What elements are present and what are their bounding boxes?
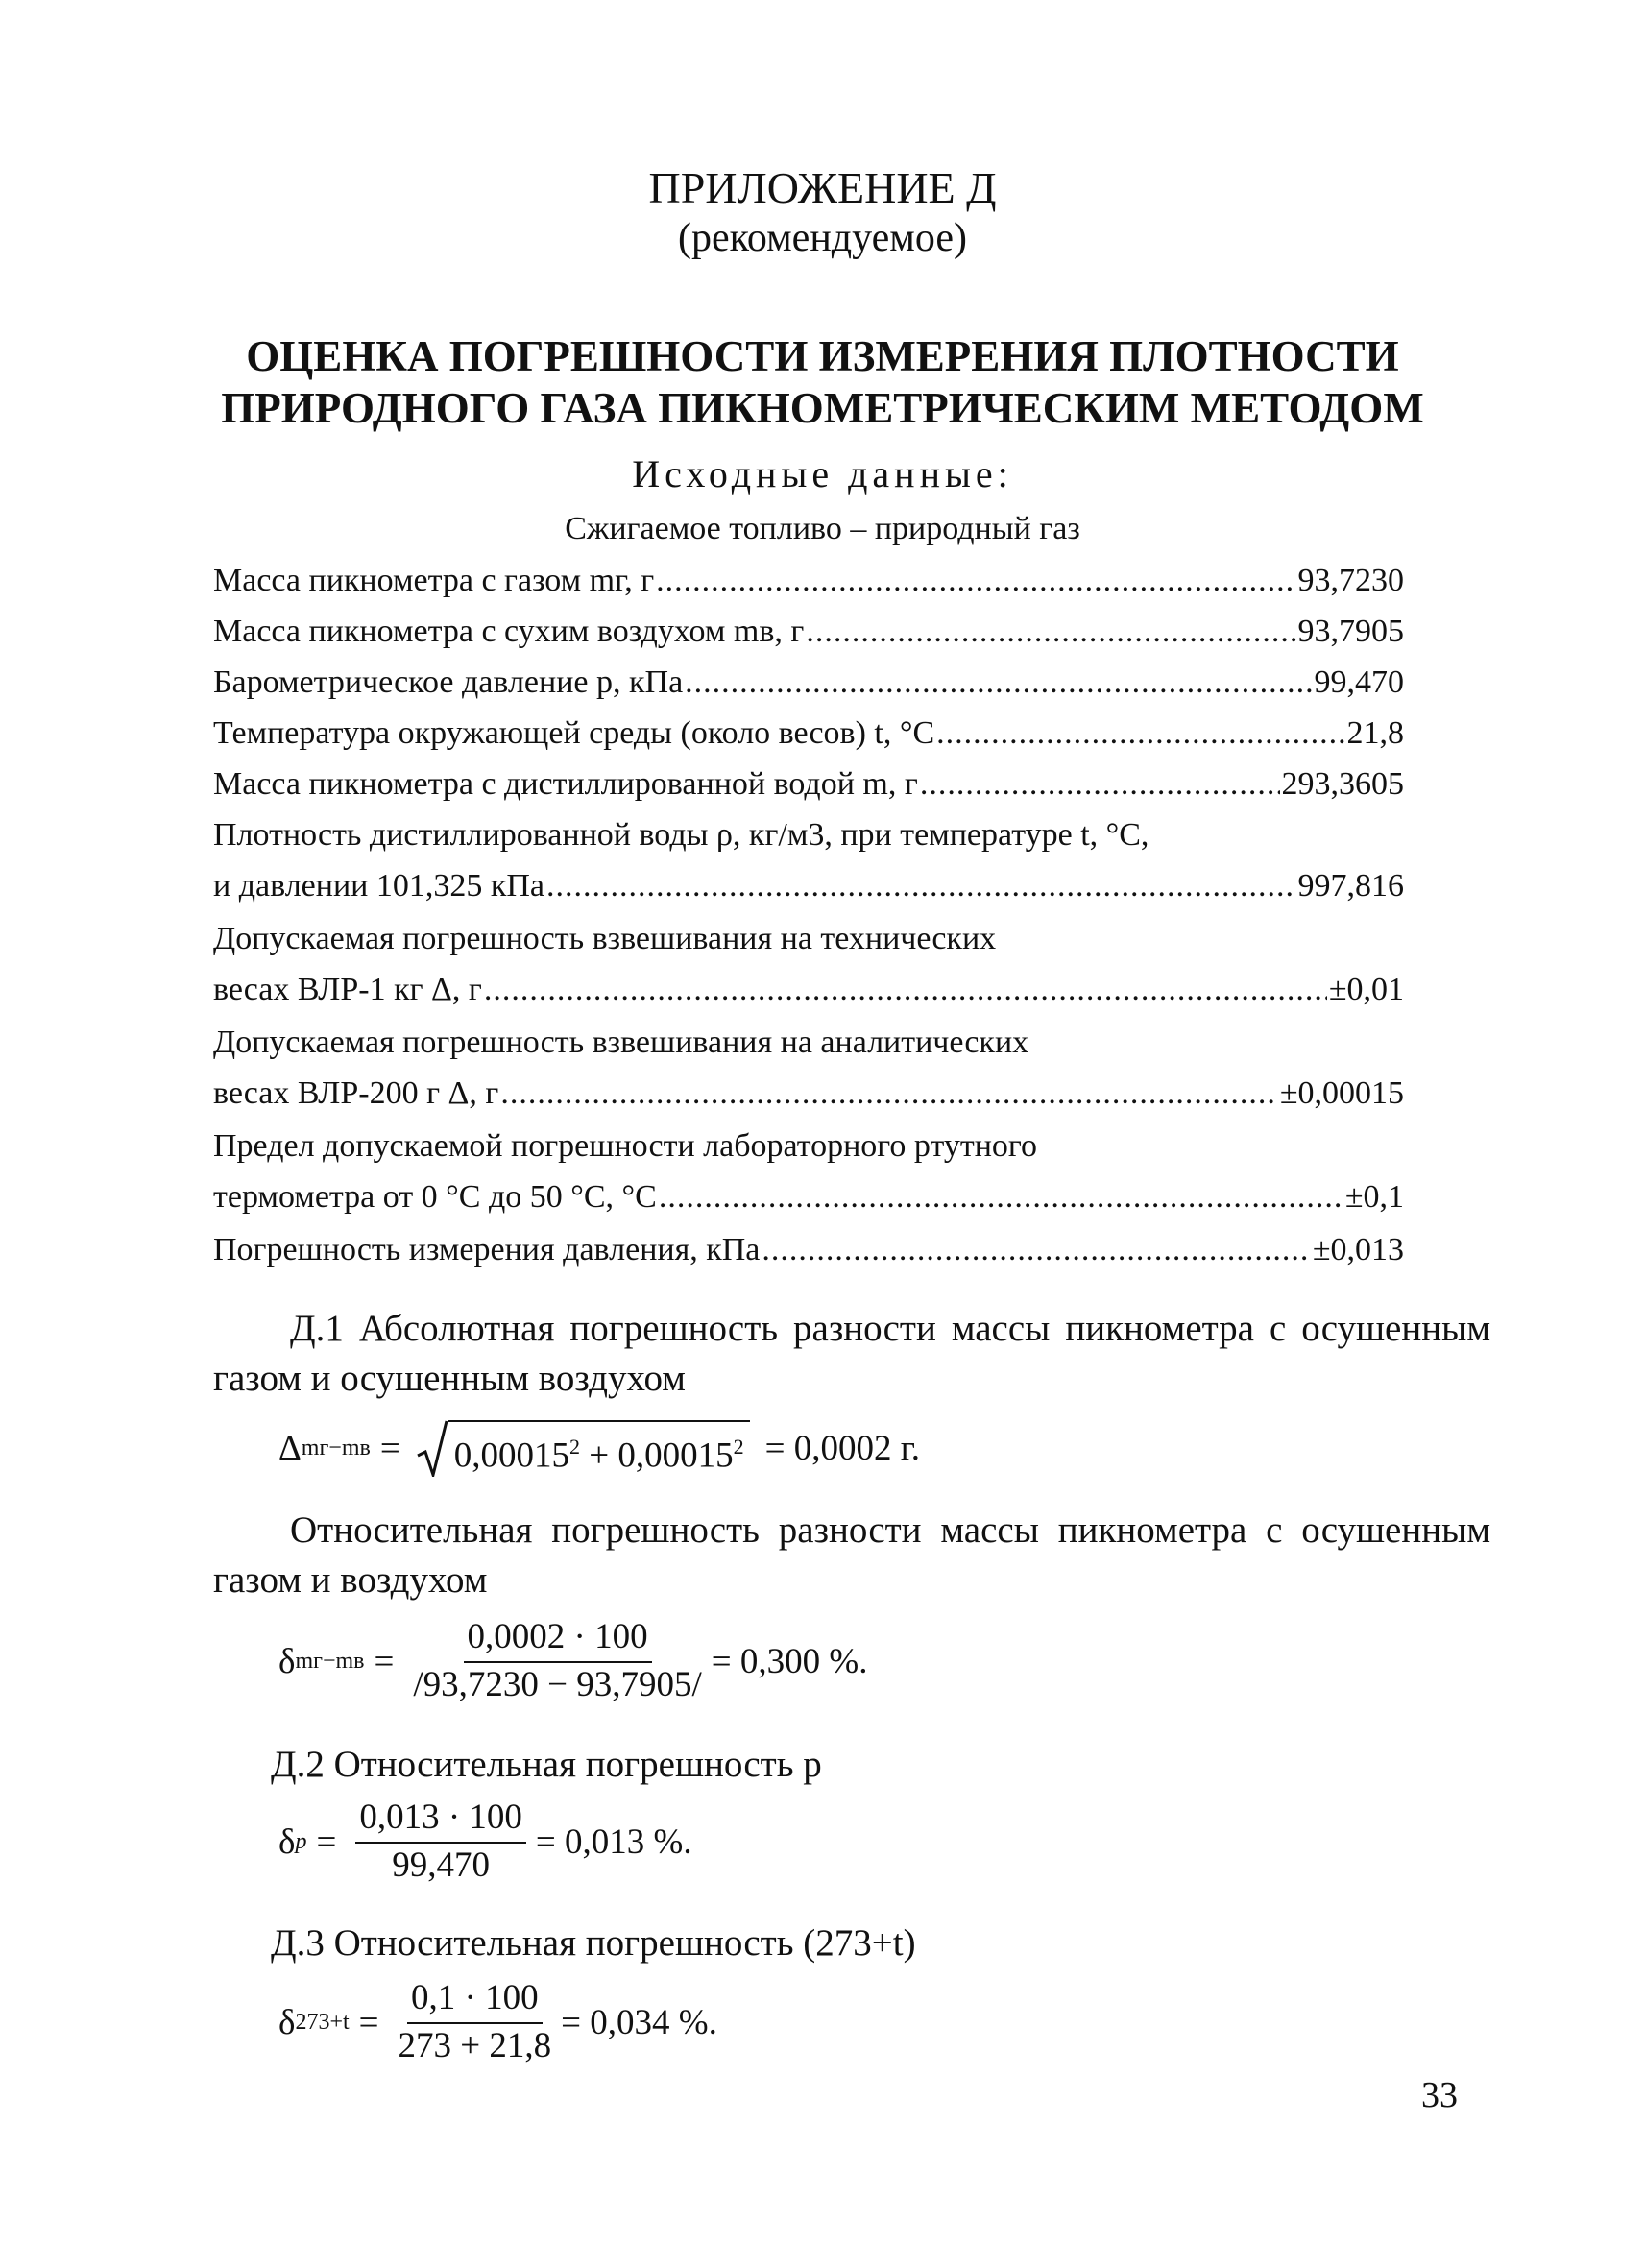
radical-sign-icon bbox=[416, 1419, 448, 1477]
radicand-term-a: 0,00015 bbox=[453, 1436, 569, 1475]
fraction bbox=[399, 1978, 552, 2066]
param-row-gas-mass bbox=[213, 557, 1404, 605]
param-label: весах ВЛР-200 г Δ, г bbox=[213, 1075, 499, 1111]
power-a: 2 bbox=[568, 1434, 580, 1459]
fraction bbox=[355, 1798, 526, 1886]
document-title-line-2: ПРИРОДНОГО ГАЗА ПИКНОМЕТРИЧЕСКИМ МЕТОДОМ bbox=[221, 384, 1424, 432]
denominator: 273 + 21,8 bbox=[398, 2026, 552, 2065]
section-d3-text: Д.3 Относительная погрешность (273+t) bbox=[271, 1922, 916, 1964]
formula-symbol: δ bbox=[278, 1822, 296, 1862]
leader-dots bbox=[920, 760, 1280, 808]
fraction bbox=[413, 1617, 701, 1705]
numerator: 0,0002 · 100 bbox=[464, 1617, 652, 1663]
numerator: 0,013 · 100 bbox=[355, 1798, 526, 1844]
formula-symbol: Δ bbox=[278, 1428, 302, 1468]
section-d1-text: Д.1 Абсолютная погрешность разности массы пикнометра с осушенным газом и осушенным воздухом bbox=[213, 1308, 1490, 1399]
denominator: 99,470 bbox=[392, 1846, 490, 1885]
param-row-water-density bbox=[213, 862, 1404, 910]
document-title-line-1: ОЦЕНКА ПОГРЕШНОСТИ ИЗМЕРЕНИЯ ПЛОТНОСТИ bbox=[246, 332, 1399, 380]
param-label: Погрешность измерения давления, кПа bbox=[213, 1232, 761, 1267]
page-number: 33 bbox=[1421, 2075, 1458, 2115]
square-root bbox=[416, 1419, 750, 1477]
param-row-temperature bbox=[213, 710, 1404, 758]
param-row-analytical-scale bbox=[213, 1070, 1404, 1118]
param-label: Масса пикнометра с дистиллированной водой m, г bbox=[213, 766, 918, 802]
formula-result: = 0,034 %. bbox=[561, 2002, 717, 2042]
param-value: 93,7905 bbox=[1297, 614, 1404, 649]
param-row-thermometer bbox=[213, 1173, 1404, 1221]
param-label: Масса пикнометра с газом mг, г bbox=[213, 563, 655, 598]
formula-subscript: 273+t bbox=[295, 2009, 350, 2035]
param-label-continued: Допускаемая погрешность взвешивания на технических bbox=[213, 921, 997, 956]
formula-subscript: mг−mв bbox=[301, 1435, 371, 1460]
param-value: ±0,013 bbox=[1312, 1232, 1404, 1267]
param-value: 293,3605 bbox=[1281, 766, 1404, 802]
power-b: 2 bbox=[733, 1434, 744, 1459]
param-row-water-mass bbox=[213, 760, 1404, 808]
param-value: 99,470 bbox=[1314, 664, 1404, 700]
param-label: и давлении 101,325 кПа bbox=[213, 868, 544, 904]
leader-dots bbox=[546, 862, 1296, 910]
param-value: 93,7230 bbox=[1297, 563, 1404, 598]
leader-dots bbox=[500, 1070, 1278, 1118]
leader-dots bbox=[762, 1226, 1310, 1274]
param-label: Барометрическое давление p, кПа bbox=[213, 664, 684, 700]
formula-relative-mass: δ mг−mв = $\frac{0,0002 \cdot 100}{/93,7230 - 93,7905/}$ = 0,300 %. bbox=[278, 1617, 868, 1704]
numerator: 0,1 · 100 bbox=[407, 1978, 543, 2024]
initial-data-heading: Исходные данные: bbox=[632, 452, 1013, 495]
param-label: Температура окружающей среды (около весов) t, °С bbox=[213, 715, 935, 751]
formula-subscript: p bbox=[295, 1828, 307, 1854]
param-row-technical-scale bbox=[213, 966, 1404, 1014]
denominator: /93,7230 − 93,7905/ bbox=[413, 1665, 702, 1704]
leader-dots bbox=[685, 659, 1312, 707]
formula-symbol: δ bbox=[278, 1641, 296, 1681]
param-row-pressure bbox=[213, 659, 1404, 707]
appendix-title: ПРИЛОЖЕНИЕ Д bbox=[648, 163, 997, 212]
formula-result: = 0,0002 г. bbox=[764, 1428, 920, 1468]
param-label-continued: Допускаемая погрешность взвешивания на аналитических bbox=[213, 1025, 1029, 1060]
param-label: Масса пикнометра с сухим воздухом mв, г bbox=[213, 614, 805, 649]
param-label: весах ВЛР-1 кг Δ, г bbox=[213, 972, 482, 1007]
param-value: 997,816 bbox=[1297, 868, 1404, 904]
leader-dots bbox=[656, 557, 1295, 605]
relative-mass-error-text: Относительная погрешность разности массы пикнометра с осушенным газом и воздухом bbox=[213, 1509, 1490, 1601]
param-row-pressure-error bbox=[213, 1226, 1404, 1274]
formula-result: = 0,300 %. bbox=[711, 1641, 868, 1681]
leader-dots bbox=[806, 608, 1295, 656]
fuel-description: Сжигаемое топливо – природный газ bbox=[565, 511, 1080, 546]
formula-symbol: δ bbox=[278, 2002, 296, 2042]
param-label-continued: Предел допускаемой погрешности лабораторного ртутного bbox=[213, 1128, 1038, 1164]
formula-subscript: mг−mв bbox=[295, 1648, 365, 1674]
param-value: ±0,1 bbox=[1344, 1179, 1404, 1215]
radicand: $0,00015^2 + 0,00015^2$ bbox=[448, 1420, 750, 1477]
param-value: ±0,00015 bbox=[1279, 1075, 1404, 1111]
appendix-type: (рекомендуемое) bbox=[678, 216, 967, 260]
leader-dots bbox=[484, 966, 1327, 1014]
section-d2-text: Д.2 Относительная погрешность p bbox=[271, 1744, 822, 1785]
formula-d2: δ p = $\frac{0,013 \cdot 100}{99,470}$ = 0,013 %. bbox=[278, 1798, 692, 1885]
formula-result: = 0,013 %. bbox=[535, 1822, 692, 1862]
param-value: 21,8 bbox=[1346, 715, 1404, 751]
formula-d3: δ 273+t = $\frac{0,1 \cdot 100}{273 + 21,8}$ = 0,034 %. bbox=[278, 1978, 717, 2065]
param-row-air-mass bbox=[213, 608, 1404, 656]
radicand-term-b: 0,00015 bbox=[617, 1436, 734, 1475]
param-value: ±0,01 bbox=[1328, 972, 1404, 1007]
param-label-continued: Плотность дистиллированной воды ρ, кг/м3, при температуре t, °С, bbox=[213, 817, 1149, 853]
param-label: термометра от 0 °С до 50 °С, °С bbox=[213, 1179, 657, 1215]
leader-dots bbox=[936, 710, 1344, 758]
leader-dots bbox=[659, 1173, 1343, 1221]
formula-d1: Δ mг−mв = $0,00015^2 + 0,00015^2$ = 0,0002 г. bbox=[278, 1419, 920, 1477]
